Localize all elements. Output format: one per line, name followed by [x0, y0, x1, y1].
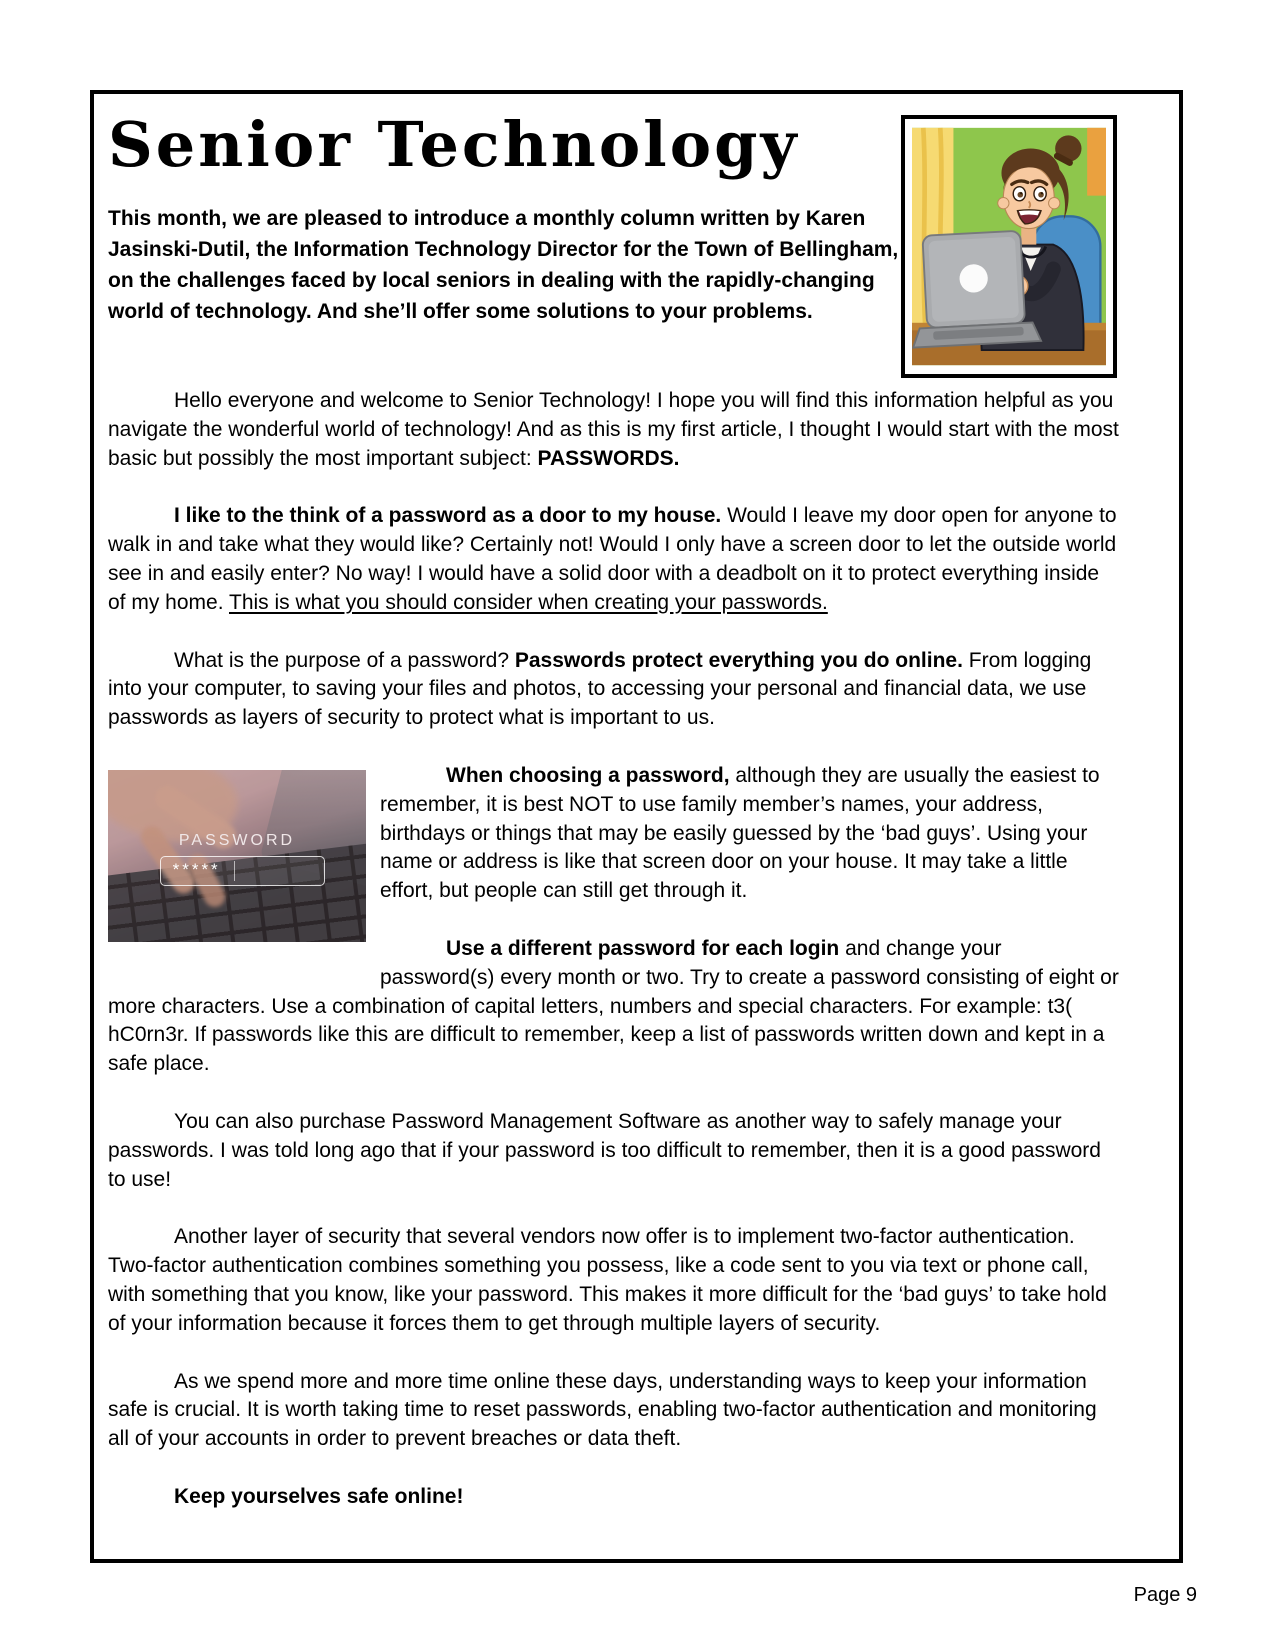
paragraph-two-factor: Another layer of security that several vendors now offer is to implement two-factor authentication. Two-factor authentication combines something you possess, like a code sent to you via text or phone call, with something that you know, like your password. This makes it more difficult for the ‘bad guys’ to take hold of your information because it forces them to get through multiple layers of security.	[108, 1225, 1107, 1335]
author-portrait-illustration	[912, 126, 1106, 367]
emphasis-protect: Passwords protect everything you do online.	[514, 648, 963, 672]
paragraph-door-analogy	[108, 502, 1119, 617]
paragraph-closing: As we spend more and more time online these days, understanding ways to keep your information safe is crucial. It is worth taking time to reset passwords, enabling two-factor authentication and monitoring all of your accounts in order to prevent breaches or data theft.	[108, 1369, 1097, 1451]
password-photo	[108, 770, 366, 942]
masthead	[102, 108, 1119, 327]
emphasis-door: I like to the think of a password as a door to my house.	[174, 504, 722, 528]
author-portrait-frame	[901, 115, 1117, 378]
input-divider	[234, 861, 235, 881]
emphasis-choosing: When choosing a password,	[446, 764, 730, 788]
emphasis-signoff: Keep yourselves safe online!	[174, 1485, 464, 1508]
article-body	[108, 387, 1119, 1512]
paragraph-different-passwords	[108, 935, 1119, 1079]
paragraph-text: although they are usually the easiest to remember, it is best NOT to use family member’s names, your address, birthdays or things that may be easily guessed by the ‘bad guys’. Using your name or address is like that screen door on your house. It may take a little effort, but people can still get through it.	[380, 764, 1100, 903]
password-photo-input-box	[160, 856, 325, 886]
paragraph-text: Hello everyone and welcome to Senior Technology! I hope you will find this information helpful as you navigate the wonderful world of technology! And as this is my first article, I thought I would start with the most basic but possibly the most important subject:	[108, 389, 1119, 470]
paragraph-signoff	[108, 1483, 1119, 1512]
paragraph-text: From logging into your computer, to saving your files and photos, to accessing your personal and financial data, we use passwords as layers of security to protect what is important to us.	[108, 648, 1092, 730]
paragraph-text: What is the purpose of a password?	[174, 648, 515, 672]
underlined-advice: This is what you should consider when creating your passwords.	[229, 590, 828, 614]
page-title: Senior Technology	[108, 108, 800, 181]
masked-password-text: *****	[172, 860, 221, 880]
paragraph-text: Would I leave my door open for anyone to walk in and take what they would like? Certainly not! Would I only have a screen door to let the outside world see in and easily enter? No way! I would have a solid door with a deadbolt on it to protect everything inside of my home.	[108, 504, 1117, 614]
emphasis-different: Use a different password for each login	[446, 937, 840, 961]
paragraph-hello	[108, 387, 1119, 473]
paragraph-password-manager: You can also purchase Password Management Software as another way to safely manage your passwords. I was told long ago that if your password is too difficult to remember, then it is a good password to use!	[108, 1110, 1101, 1191]
article-frame	[90, 90, 1183, 1563]
laptop	[912, 230, 1041, 348]
password-photo-label: PASSWORD	[178, 831, 296, 849]
masthead-intro: This month, we are pleased to introduce a monthly column written by Karen Jasinski-Dutil, the Information Technology Director for the Town of Bellingham, on the challenges faced by local seniors in dealing with the rapidly-changing world of technology. And she’ll offer some solutions to your problems.	[108, 207, 899, 324]
paragraph-text: and change your password(s) every month or two. Try to create a password consisting of eight or more characters. Use a combination of capital letters, numbers and special characters. For example: t3( hC0rn3r. If passwords like this are difficult to remember, keep a list of passwords written down and kept in a safe place.	[108, 937, 1119, 1076]
emphasis-passwords: PASSWORDS.	[537, 446, 680, 470]
page-number: Page 9	[1133, 1584, 1197, 1606]
paragraph-purpose	[108, 647, 1119, 733]
